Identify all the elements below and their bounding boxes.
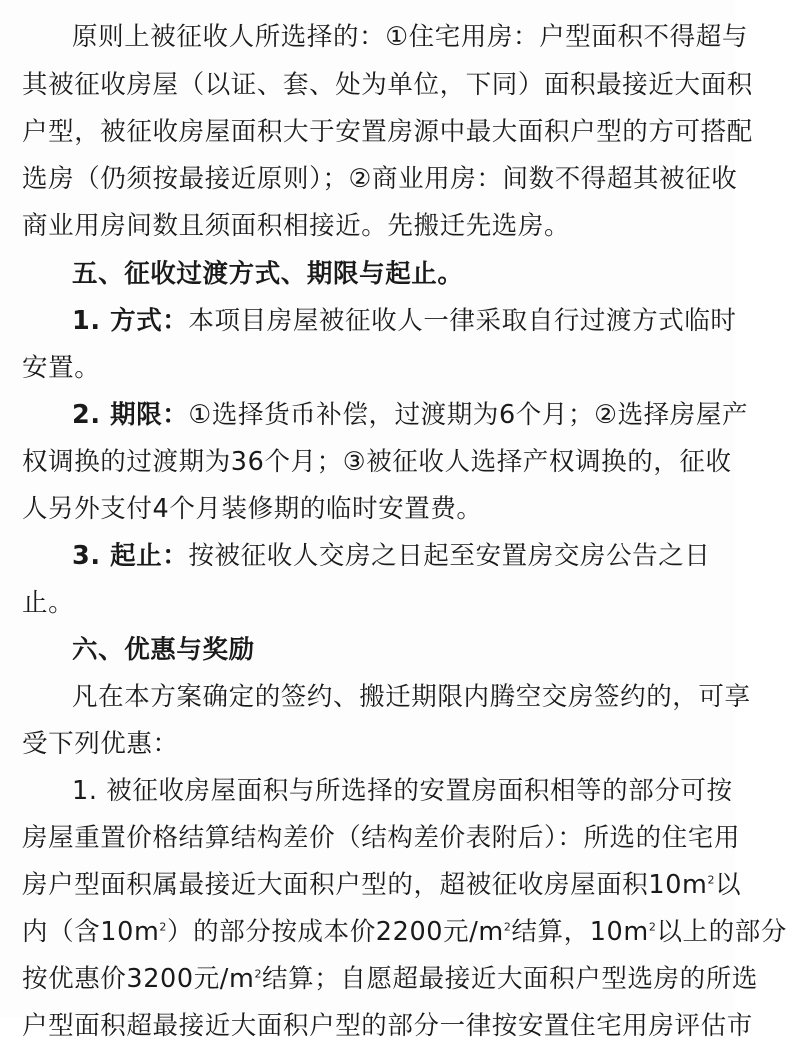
text-line [72, 539, 772, 573]
text-line: 商业用房间数且须面积相接近。先搬迁先选房。 [22, 211, 571, 241]
text-segment: 内（含10m [22, 917, 160, 947]
superscript: 2 [159, 920, 167, 934]
text-segment: 结算，10m [511, 917, 649, 947]
text-line [22, 915, 787, 949]
text-line: 凡在本方案确定的签约、搬迁期限内腾空交房签约的，可享 [72, 682, 751, 712]
section-heading: 五、征收过渡方式、期限与起止。 [72, 259, 464, 289]
text-line: 权调换的过渡期为36个月；③被征收人选择产权调换的，征收 [22, 447, 732, 477]
text-segment: 结算；自愿超最接近大面积户型选房的所选 [262, 964, 758, 994]
text-line: 人另外支付4个月装修期的临时安置费。 [22, 494, 483, 524]
item-text: 按被征收人交房之日起至安置房交房公告之日 [188, 541, 711, 571]
superscript: 2 [648, 920, 657, 934]
text-segment: 按优惠价3200元/m [22, 964, 255, 994]
text-line: 安置。 [22, 353, 101, 383]
text-line [22, 962, 758, 996]
text-line: 1. 被征收房屋面积与所选择的安置房面积相等的部分可按 [72, 776, 733, 806]
section-heading: 六、优惠与奖励 [72, 635, 255, 665]
text-line [72, 398, 772, 432]
text-segment: 以上的部分 [656, 917, 787, 947]
text-line: 房屋重置价格结算结构差价（结构差价表附后）：所选的住宅用 [22, 823, 741, 853]
item-label: 1. 方式： [72, 306, 189, 336]
superscript: 2 [503, 920, 512, 934]
text-line: 选房（仍须按最接近原则）；②商业用房：间数不得超其被征收 [22, 164, 738, 194]
superscript: 2 [707, 873, 716, 887]
text-line: 其被征收房屋（以证、套、处为单位，下同）面积最接近大面积 [22, 70, 753, 100]
text-segment: 以 [715, 870, 742, 900]
text-line: 原则上被征收人所选择的：①住宅用房：户型面积不得超与 [72, 22, 748, 52]
text-line: 受下列优惠： [22, 729, 179, 759]
item-text: ①选择货币补偿，过渡期为6个月；②选择房屋产 [188, 400, 749, 430]
text-segment: 房户型面积属最接近大面积户型的，超被征收房屋面积10m [22, 870, 708, 900]
superscript: 2 [254, 967, 263, 981]
text-segment: ）的部分按成本价2200元/m [167, 917, 504, 947]
text-line: 户型面积超最接近大面积户型的部分一律按安置住宅用房评估市 [22, 1011, 753, 1041]
text-line [72, 304, 772, 338]
item-label: 2. 期限： [72, 400, 189, 430]
text-line: 止。 [22, 588, 75, 618]
item-text: 本项目房屋被征收人一律采取自行过渡方式临时 [188, 306, 737, 336]
text-line: 户型，被征收房屋面积大于安置房源中最大面积户型的方可搭配 [22, 117, 753, 147]
item-label: 3. 起止： [72, 541, 189, 571]
text-line [22, 868, 742, 902]
